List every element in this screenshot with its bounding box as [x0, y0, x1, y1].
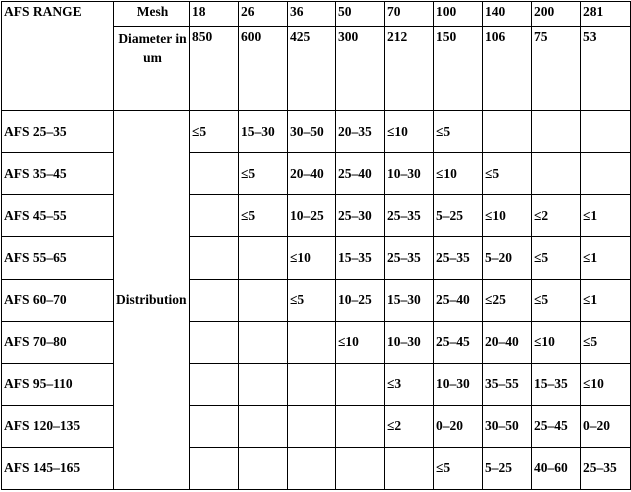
distribution-cell: [190, 153, 239, 195]
distribution-cell: 0–20: [581, 405, 631, 447]
table-row: [2, 279, 631, 321]
afs-range-label: AFS 45–55: [2, 195, 114, 237]
distribution-cell: 20–35: [336, 111, 385, 153]
mesh-value-cell: 26: [239, 2, 288, 27]
distribution-cell: 30–50: [288, 111, 336, 153]
distribution-cell: ≤5: [239, 195, 288, 237]
distribution-cell: 20–40: [288, 153, 336, 195]
distribution-cell: 10–25: [288, 195, 336, 237]
distribution-cell: [336, 405, 385, 447]
distribution-cell: ≤10: [288, 237, 336, 279]
distribution-cell: 25–35: [385, 237, 434, 279]
distribution-cell: ≤10: [385, 111, 434, 153]
distribution-cell: 30–50: [483, 405, 532, 447]
afs-range-table: [1, 1, 631, 490]
distribution-cell: [239, 237, 288, 279]
mesh-value-cell: 70: [385, 2, 434, 27]
distribution-cell: 25–45: [434, 321, 483, 363]
diameter-value-cell: 150: [434, 27, 483, 111]
distribution-cell: ≤2: [385, 405, 434, 447]
distribution-cell: [385, 447, 434, 489]
diameter-value-cell: 425: [288, 27, 336, 111]
distribution-cell: ≤5: [288, 279, 336, 321]
diameter-value-cell: 850: [190, 27, 239, 111]
distribution-cell: ≤3: [385, 363, 434, 405]
distribution-cell: ≤5: [239, 153, 288, 195]
mesh-value-cell: 140: [483, 2, 532, 27]
distribution-cell: ≤10: [434, 153, 483, 195]
distribution-cell: 10–30: [434, 363, 483, 405]
table-row: [2, 237, 631, 279]
table-row: [2, 153, 631, 195]
mesh-value-cell: 50: [336, 2, 385, 27]
distribution-cell: [288, 447, 336, 489]
mesh-value-cell: 200: [532, 2, 581, 27]
distribution-cell: [532, 111, 581, 153]
distribution-cell: ≤10: [581, 363, 631, 405]
distribution-cell: ≤5: [483, 153, 532, 195]
distribution-cell: 25–45: [532, 405, 581, 447]
distribution-cell: ≤25: [483, 279, 532, 321]
mesh-header: Mesh: [114, 2, 190, 27]
distribution-cell: [288, 321, 336, 363]
distribution-cell: 0–20: [434, 405, 483, 447]
distribution-cell: ≤5: [434, 111, 483, 153]
diameter-value-cell: 106: [483, 27, 532, 111]
distribution-label: Distribution: [114, 111, 190, 490]
table-row: [2, 447, 631, 489]
distribution-cell: [581, 111, 631, 153]
afs-range-label: AFS 95–110: [2, 363, 114, 405]
distribution-cell: [336, 363, 385, 405]
mesh-value-cell: 100: [434, 2, 483, 27]
distribution-cell: [239, 447, 288, 489]
distribution-cell: ≤5: [581, 321, 631, 363]
distribution-cell: ≤1: [581, 279, 631, 321]
distribution-cell: 5–20: [483, 237, 532, 279]
distribution-cell: 25–40: [336, 153, 385, 195]
diameter-value-cell: 75: [532, 27, 581, 111]
distribution-cell: 15–30: [239, 111, 288, 153]
distribution-cell: 10–25: [336, 279, 385, 321]
distribution-cell: 25–35: [581, 447, 631, 489]
distribution-cell: 15–35: [532, 363, 581, 405]
distribution-cell: [190, 279, 239, 321]
table-row: [2, 363, 631, 405]
distribution-cell: 5–25: [434, 195, 483, 237]
afs-range-label: AFS 25–35: [2, 111, 114, 153]
afs-range-label: AFS 145–165: [2, 447, 114, 489]
afs-range-label: AFS 120–135: [2, 405, 114, 447]
diameter-value-cell: 300: [336, 27, 385, 111]
distribution-cell: [532, 153, 581, 195]
corner-header: AFS RANGE: [2, 2, 114, 111]
diameter-value-cell: 53: [581, 27, 631, 111]
table-row: [2, 321, 631, 363]
distribution-cell: 15–35: [336, 237, 385, 279]
distribution-cell: ≤10: [483, 195, 532, 237]
distribution-cell: [336, 447, 385, 489]
distribution-cell: 25–35: [385, 195, 434, 237]
distribution-cell: 25–35: [434, 237, 483, 279]
mesh-value-cell: 36: [288, 2, 336, 27]
distribution-cell: ≤2: [532, 195, 581, 237]
distribution-cell: [239, 405, 288, 447]
distribution-cell: [190, 195, 239, 237]
afs-range-label: AFS 55–65: [2, 237, 114, 279]
distribution-cell: [190, 363, 239, 405]
distribution-cell: 10–30: [385, 153, 434, 195]
distribution-cell: [239, 321, 288, 363]
table-row: [2, 195, 631, 237]
diameter-value-cell: 600: [239, 27, 288, 111]
distribution-cell: ≤1: [581, 237, 631, 279]
mesh-row: [2, 2, 631, 27]
table-row: [2, 111, 631, 153]
distribution-cell: 5–25: [483, 447, 532, 489]
distribution-cell: [288, 363, 336, 405]
distribution-cell: [190, 405, 239, 447]
distribution-cell: ≤5: [532, 279, 581, 321]
diameter-header: Diameter in um: [114, 27, 190, 111]
distribution-cell: [239, 279, 288, 321]
diameter-value-cell: 212: [385, 27, 434, 111]
distribution-cell: 10–30: [385, 321, 434, 363]
mesh-value-cell: 18: [190, 2, 239, 27]
distribution-cell: [190, 447, 239, 489]
afs-range-label: AFS 35–45: [2, 153, 114, 195]
distribution-cell: [483, 111, 532, 153]
mesh-value-cell: 281: [581, 2, 631, 27]
distribution-cell: [239, 363, 288, 405]
distribution-cell: ≤10: [336, 321, 385, 363]
distribution-cell: 40–60: [532, 447, 581, 489]
distribution-cell: ≤1: [581, 195, 631, 237]
distribution-cell: 25–40: [434, 279, 483, 321]
distribution-cell: ≤5: [532, 237, 581, 279]
afs-range-label: AFS 60–70: [2, 279, 114, 321]
afs-range-label: AFS 70–80: [2, 321, 114, 363]
distribution-cell: 25–30: [336, 195, 385, 237]
distribution-cell: ≤5: [190, 111, 239, 153]
distribution-cell: ≤10: [532, 321, 581, 363]
distribution-cell: [190, 321, 239, 363]
distribution-cell: [288, 405, 336, 447]
distribution-cell: 35–55: [483, 363, 532, 405]
distribution-cell: 20–40: [483, 321, 532, 363]
distribution-cell: 15–30: [385, 279, 434, 321]
table-row: [2, 405, 631, 447]
distribution-cell: [190, 237, 239, 279]
distribution-cell: ≤5: [434, 447, 483, 489]
distribution-cell: [581, 153, 631, 195]
